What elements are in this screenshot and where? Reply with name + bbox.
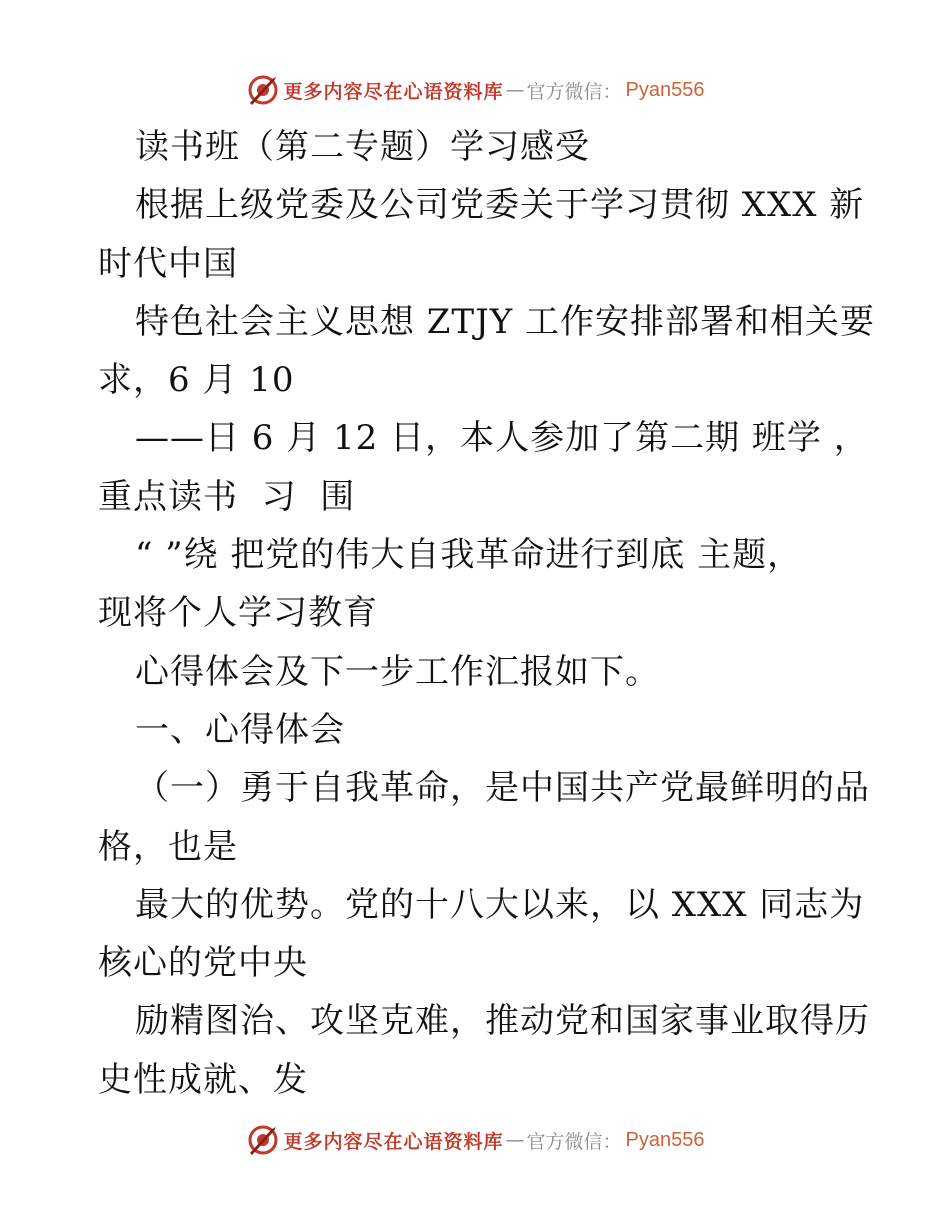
document-line: 时代中国 <box>98 243 238 284</box>
document-line: 求，6 月 10 <box>98 360 295 401</box>
document-line: 核心的党中央 <box>98 943 308 984</box>
document-line: 史性成就、发 <box>98 1059 308 1100</box>
document-line: 一、心得体会 <box>135 709 345 750</box>
document-line: 读书班（第二专题）学习感受 <box>135 127 590 167</box>
document-line: 励精图治、攻坚克难，推动党和国家事业取得历 <box>135 1001 870 1042</box>
document-body <box>98 118 875 1109</box>
document-line: 最大的优势。党的十八大以来，以 XXX 同志为 <box>135 884 865 925</box>
banner-slogan: 更多内容尽在心语资料库 <box>283 1130 504 1153</box>
document-line: 特色社会主义思想 ZTJY 工作安排部署和相关要 <box>135 301 875 342</box>
banner-dash: — <box>505 1129 525 1151</box>
banner-wechat-label: 官方微信： <box>526 1130 622 1153</box>
banner-dash: — <box>505 79 525 101</box>
header-banner <box>0 70 950 110</box>
banner-slogan: 更多内容尽在心语资料库 <box>283 80 504 103</box>
document-line: ——日 6 月 12 日，本人参加了第二期 班学 ， <box>135 418 869 459</box>
document-line: 根据上级党委及公司党委关于学习贯彻 XXX 新 <box>135 185 865 226</box>
document-line: 重点读书 习 围 <box>98 476 356 517</box>
footer-banner <box>0 1120 950 1160</box>
banner-wechat-id: Pyan556 <box>625 1128 705 1151</box>
document-line: 心得体会及下一步工作汇报如下。 <box>135 651 660 692</box>
document-line: 现将个人学习教育 <box>98 593 378 634</box>
document-line: “ ”绕 把党的伟大自我革命进行到底 主题， <box>135 535 803 576</box>
banner-wechat-id: Pyan556 <box>625 78 705 101</box>
quill-seal-icon <box>246 1123 280 1157</box>
banner-wechat-label: 官方微信： <box>526 80 622 103</box>
document-line: （一）勇于自我革命，是中国共产党最鲜明的品 <box>135 768 870 809</box>
document-line: 格，也是 <box>98 826 238 867</box>
quill-seal-icon <box>246 73 280 107</box>
